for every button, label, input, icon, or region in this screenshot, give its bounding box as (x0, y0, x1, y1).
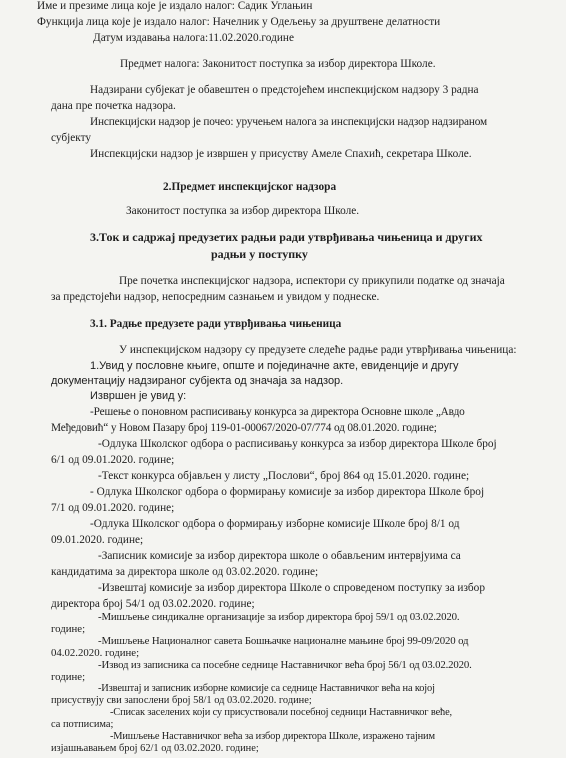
doc-line: године; (51, 671, 86, 683)
doc-line: директора број 54/1 од 03.02.2020. године; (51, 598, 255, 610)
doc-line: -Извештај комисије за избор директора Школе о спроведеном поступку за избор (98, 582, 485, 594)
doc-line: -Текст конкурса објављен у листу „Послови“, број 864 од 15.01.2020. године; (98, 470, 470, 482)
doc-line: кандидатима за директора школе од 03.02.2020. године; (51, 566, 319, 578)
doc-line: -Извештај и записник изборне комисије са седнице Наставничког већа на којој (98, 683, 435, 694)
item-1-line-1: 1.Увид у пословне књиге, опште и појединачне акте, евиденције и другу (90, 360, 459, 372)
doc-line: године; (51, 623, 86, 635)
notice-line-2: дана пре почетка надзора. (51, 100, 176, 112)
doc-line: -Записник комисије за избор директора школе о обављеним интервјуима са (98, 550, 461, 562)
section-3-1-heading: 3.1. Радње предузете ради утврђивања чињеница (90, 318, 342, 330)
doc-line: - Одлука Школског одбора о формирању комисије за избор директора Школе број (90, 486, 485, 498)
item-1-line-2: документацију надзираног субјекта од значаја за надзор. (51, 375, 344, 387)
order-subject-line: Предмет налога: Законитост поступка за избор директора Школе. (120, 58, 436, 70)
inspector-function-line: Функција лица које је издало налог: Начелник у Одељењу за друштвене делатности (37, 16, 441, 28)
section-2-heading: 2.Предмет инспекцијског надзора (163, 181, 337, 193)
doc-line: 09.01.2020. године; (51, 534, 144, 546)
notice-line-1: Надзирани субјекат је обавештен о предстојећем инспекцијском надзору 3 радна (90, 84, 479, 96)
doc-line: Међедовић“ у Новом Пазару број 119-01-00067/2020-07/774 од 08.01.2020. године; (51, 422, 437, 434)
start-line-2: субјекту (51, 132, 92, 144)
doc-line: присуствују сви запослени број 58/1 од 03.02.2020. године; (51, 695, 312, 706)
presence-line: Инспекцијски надзор је извршен у присуству Амеле Спахић, секретара Школе. (90, 148, 472, 160)
doc-line: са потписима; (51, 719, 114, 730)
issue-date-line: Датум издавања налога:11.02.2020.године (93, 32, 294, 44)
start-line-1: Инспекцијски надзор је почео: уручењем налога за инспекцијски надзор надзираном (90, 116, 487, 128)
doc-line: -Списак заселених који су присуствовали посебној седници Наставничког већe, (110, 707, 452, 718)
doc-line: -Решење о поновном расписивању конкурса за директора Основне школе „Авдо (90, 406, 465, 418)
doc-line: -Мишљење Наставничког већа за избор директора Школе, изражено тајним (110, 731, 435, 742)
doc-line: 7/1 од 09.01.2020. године; (51, 502, 175, 514)
section-2-text: Законитост поступка за избор директора Школе. (126, 205, 360, 217)
review-label: Извршен је увид у: (90, 390, 187, 402)
doc-line: -Мишљење синдикалне организације за избор директора број 59/1 од 03.02.2020. (98, 611, 460, 623)
section-3-1-intro: У инспекцијском надзору су предузете следеће радње ради утврђивања чињеница: (119, 344, 517, 356)
section-3-heading-line-1: 3.Ток и садржај предузетих радњи ради утврђивања чињеница и других (90, 230, 483, 244)
doc-line: изјашњавањем број 62/1 од 03.02.2020. године; (51, 743, 259, 754)
inspector-name-line: Име и презиме лица које је издало налог: Садик Углањин (37, 0, 313, 12)
section-3-para-line-1: Пре почетка инспекцијског надзора, испектори су прикупили податке од значаја (119, 275, 505, 287)
doc-line: -Одлука Школског одбора о формирању изборне комисије Школе број 8/1 од (90, 518, 460, 530)
section-3-para-line-2: за предстојећи надзор, непосредним сазнањем и увидом у поднеске. (51, 291, 380, 303)
doc-line: -Извод из записника са посебне седнице Наставничког већа број 56/1 од 03.02.2020. (98, 659, 472, 671)
section-3-heading-line-2: радњи у поступку (211, 247, 308, 261)
doc-line: 04.02.2020. године; (51, 647, 140, 659)
doc-line: 6/1 од 09.01.2020. године; (51, 454, 175, 466)
doc-line: -Одлука Школског одбора о расписивању конкурса за избор директора Школе број (98, 438, 497, 450)
doc-line: -Мишљење Националног савета Бошњачке националне мањине број 99-09/2020 од (98, 635, 469, 647)
